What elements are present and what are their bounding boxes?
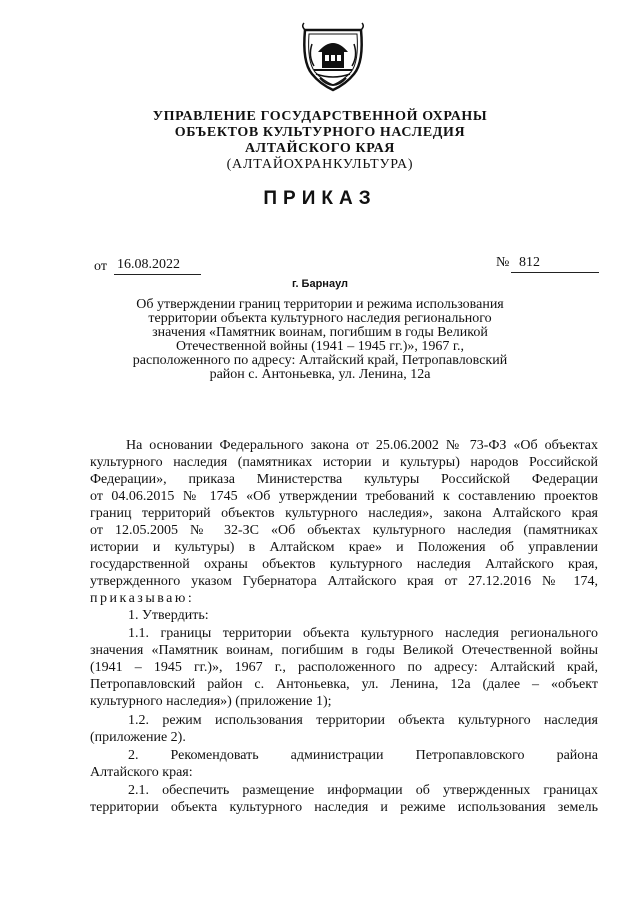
- body-line-prikazyvayu: приказываю:: [90, 591, 195, 606]
- body-line: от 12.05.2005 № 32-ЗС «Об объектах культурного наследия (памятниках: [90, 523, 598, 538]
- subject-line: значения «Памятник воинам, погибшим в годы Великой: [152, 325, 488, 340]
- document-city: г. Барнаул: [291, 278, 349, 290]
- item-1-2: 1.2. режим использования территории объекта культурного наследия: [128, 713, 598, 728]
- agency-name-line-3: АЛТАЙСКОГО КРАЯ: [244, 141, 396, 156]
- body-line: границ территорий объектов культурного наследия», закона Алтайского края: [90, 506, 598, 521]
- body-line: На основании Федерального закона от 25.06.2002 № 73-ФЗ «Об объектах: [126, 438, 598, 453]
- document-title: ПРИКАЗ: [263, 188, 377, 209]
- body-line: истории и культуры) в Алтайском крае» и Положения об управлении: [90, 540, 598, 555]
- body-line: значения «Памятник воинам, погибшим в годы Великой Отечественной войны: [90, 643, 598, 658]
- number-prefix: №: [496, 255, 510, 270]
- subject-line: Об утверждении границ территории и режима использования: [136, 297, 504, 312]
- item-2: 2. Рекомендовать администрации Петропавловского района: [128, 748, 598, 763]
- body-line: Алтайского края:: [90, 765, 193, 780]
- body-line: утвержденного указом Губернатора Алтайского края от 27.12.2016 № 174,: [90, 574, 598, 589]
- body-line: культурного наследия») (приложение 1);: [90, 694, 332, 709]
- body-line: от 04.06.2015 № 1745 «Об утверждении требований к составлению проектов: [90, 489, 598, 504]
- date-prefix: от: [94, 259, 107, 274]
- subject-line: Отечественной войны (1941 – 1945 гг.)», 1967 г.,: [175, 339, 465, 354]
- coat-of-arms-icon: [300, 22, 366, 96]
- agency-abbreviation: (АЛТАЙОХРАНКУЛЬТУРА): [226, 157, 414, 172]
- body-line: Петропавловский район с. Антоньевка, ул. Ленина, 12а (далее – «объект: [90, 677, 598, 692]
- item-1-1: 1.1. границы территории объекта культурного наследия регионального: [128, 626, 598, 641]
- agency-name-line-1: УПРАВЛЕНИЕ ГОСУДАРСТВЕННОЙ ОХРАНЫ: [152, 109, 488, 124]
- subject-line: территории объекта культурного наследия регионального: [148, 311, 492, 326]
- item-1: 1. Утвердить:: [128, 608, 209, 623]
- item-2-1: 2.1. обеспечить размещение информации об утвержденных границах: [128, 783, 598, 798]
- body-line: Федерации», приказа Министерства культуры Российской Федерации: [90, 472, 598, 487]
- subject-line: район с. Антоньевка, ул. Ленина, 12а: [209, 367, 431, 382]
- body-line: (приложение 2).: [90, 730, 186, 745]
- document-number: 812: [511, 254, 599, 273]
- body-line: (1941 – 1945 гг.)», 1967 г., расположенного по адресу: Алтайский край,: [90, 660, 598, 675]
- body-line: государственной охраны объектов культурного наследия Алтайского края,: [90, 557, 598, 572]
- body-line: культурного наследия (памятниках истории и культуры) народов Российской: [90, 455, 598, 470]
- subject-line: расположенного по адресу: Алтайский край, Петропавловский: [132, 353, 508, 368]
- document-date: 16.08.2022: [114, 256, 201, 275]
- body-line: территории объекта культурного наследия и режиме использования земель: [90, 800, 598, 815]
- agency-name-line-2: ОБЪЕКТОВ КУЛЬТУРНОГО НАСЛЕДИЯ: [174, 125, 466, 140]
